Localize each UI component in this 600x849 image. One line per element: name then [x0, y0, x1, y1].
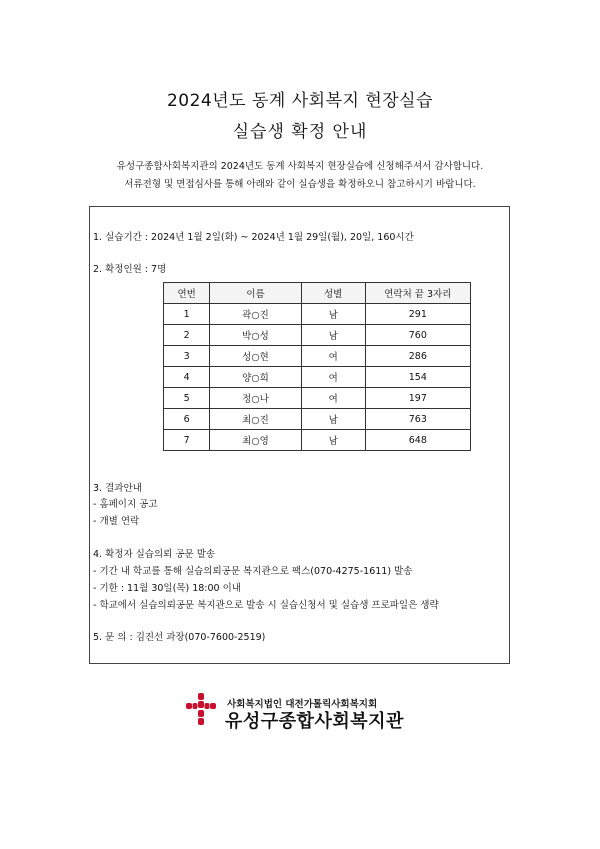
- document-subtitle: 실습생 확정 안내: [232, 122, 368, 142]
- intro-line: 서류전형 및 면접심사를 통해 아래와 같이 실습생을 확정하오니 참고하시기 바랍니다.: [124, 179, 476, 190]
- cell-no: 6: [164, 409, 210, 430]
- student-table: [163, 282, 471, 451]
- cell-gender: 여: [301, 388, 365, 409]
- cell-phone: 197: [365, 388, 470, 409]
- table-row: [164, 430, 471, 451]
- col-header-gender: 성별: [301, 283, 365, 304]
- cell-gender: 여: [301, 367, 365, 388]
- cell-phone: 648: [365, 430, 470, 451]
- catholic-cross-logo-icon: [186, 693, 216, 725]
- col-header-name: 이름: [210, 283, 301, 304]
- result-item: - 홈페이지 공고: [93, 499, 158, 510]
- cell-no: 3: [164, 346, 210, 367]
- table-header-row: [164, 283, 471, 304]
- dispatch-heading: 4. 확정자 실습의뢰 공문 발송: [93, 549, 216, 560]
- table-row: [164, 367, 471, 388]
- cell-phone: 286: [365, 346, 470, 367]
- cell-name: 최○영: [210, 430, 301, 451]
- dispatch-item: - 기한 : 11월 30일(목) 18:00 이내: [93, 583, 241, 594]
- table-row: [164, 409, 471, 430]
- confirmed-headcount: 2. 확정인원 : 7명: [93, 264, 167, 275]
- result-heading: 3. 결과안내: [93, 483, 142, 494]
- cell-no: 5: [164, 388, 210, 409]
- practice-period: 1. 실습기간 : 2024년 1월 2일(화) ~ 2024년 1월 29일(월), 20일, 160시간: [93, 232, 414, 243]
- cell-phone: 291: [365, 304, 470, 325]
- col-header-phone: 연락처 끝 3자리: [365, 283, 470, 304]
- result-item: - 개별 연락: [93, 516, 140, 527]
- cell-no: 2: [164, 325, 210, 346]
- cell-no: 4: [164, 367, 210, 388]
- cell-phone: 763: [365, 409, 470, 430]
- intro-line: 유성구종합사회복지관의 2024년도 동계 사회복지 현장실습에 신청해주셔서 감사합니다.: [116, 161, 484, 172]
- contact-info: 5. 문 의 : 김진선 과장(070-7600-2519): [93, 632, 266, 643]
- cell-phone: 154: [365, 367, 470, 388]
- table-row: [164, 325, 471, 346]
- intro-text: [0, 158, 600, 194]
- organization-name: 유성구종합사회복지관: [225, 711, 404, 732]
- cell-no: 7: [164, 430, 210, 451]
- table-row: [164, 346, 471, 367]
- cell-phone: 760: [365, 325, 470, 346]
- cell-name: 정○나: [210, 388, 301, 409]
- cell-name: 최○진: [210, 409, 301, 430]
- cell-no: 1: [164, 304, 210, 325]
- cell-gender: 남: [301, 304, 365, 325]
- cell-name: 양○희: [210, 367, 301, 388]
- cell-name: 성○현: [210, 346, 301, 367]
- parent-organization: 사회복지법인 대전가톨릭사회복지회: [227, 699, 378, 710]
- document-title: 2024년도 동계 사회복지 현장실습: [166, 91, 434, 111]
- cell-gender: 남: [301, 430, 365, 451]
- dispatch-item: - 학교에서 실습의뢰공문 복지관으로 발송 시 실습신청서 및 실습생 프로파일은 생략: [93, 600, 439, 611]
- table-row: [164, 388, 471, 409]
- cell-gender: 여: [301, 346, 365, 367]
- cell-name: 곽○진: [210, 304, 301, 325]
- dispatch-item: - 기간 내 학교를 통해 실습의뢰공문 복지관으로 팩스(070-4275-1611) 발송: [93, 566, 413, 577]
- col-header-no: 연번: [164, 283, 210, 304]
- cell-name: 박○성: [210, 325, 301, 346]
- table-row: [164, 304, 471, 325]
- cell-gender: 남: [301, 409, 365, 430]
- cell-gender: 남: [301, 325, 365, 346]
